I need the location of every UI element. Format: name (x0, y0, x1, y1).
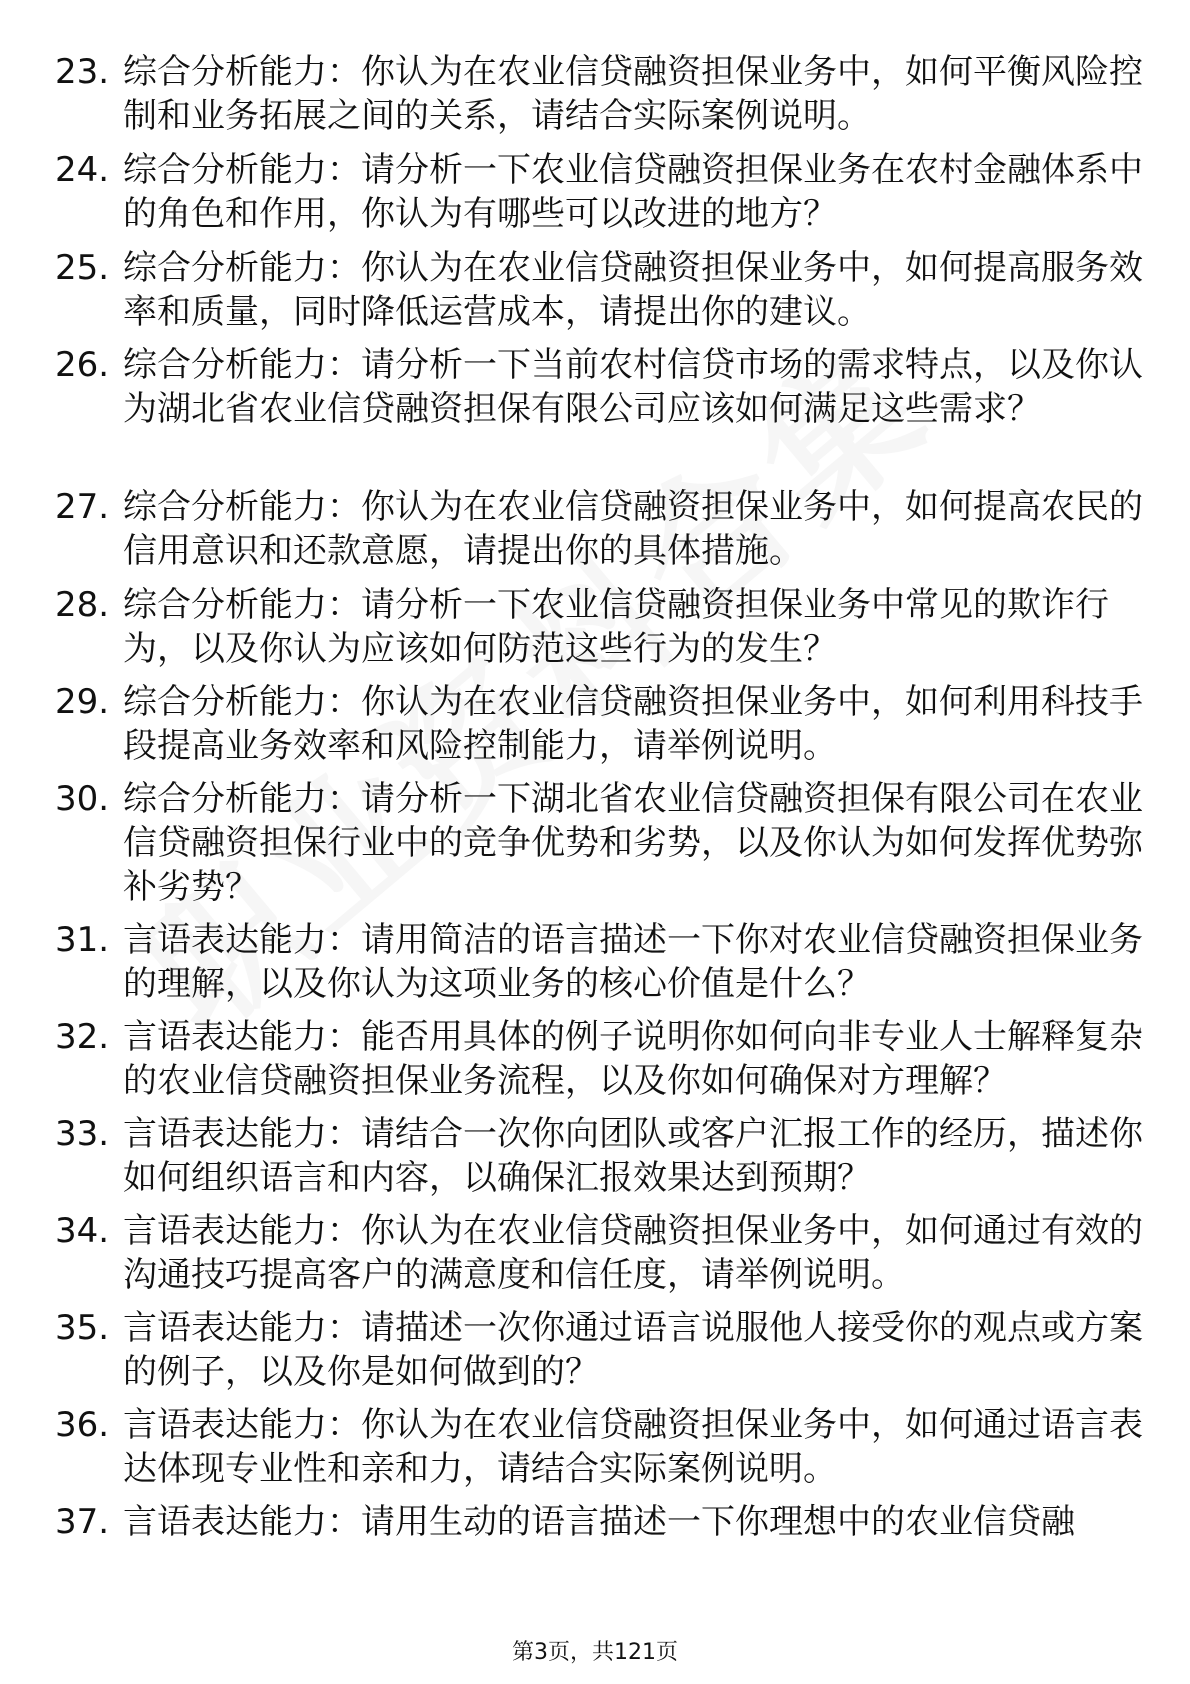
item-number: 33. (55, 1114, 110, 1154)
list-item (55, 1209, 1143, 1297)
item-text: 综合分析能力：你认为在农业信贷融资担保业务中，如何利用科技手段提高业务效率和风险控制能力，请举例说明。 (123, 682, 1143, 766)
list-item (55, 246, 1143, 334)
item-text: 言语表达能力：能否用具体的例子说明你如何向非专业人士解释复杂的农业信贷融资担保业务流程，以及你如何确保对方理解？ (123, 1017, 1143, 1101)
item-text: 言语表达能力：请结合一次你向团队或客户汇报工作的经历，描述你如何组织语言和内容，以确保汇报效果达到预期？ (123, 1114, 1143, 1198)
item-number: 29. (55, 682, 110, 722)
item-number: 26. (55, 345, 110, 385)
item-number: 34. (55, 1211, 110, 1251)
list-item (55, 50, 1143, 138)
item-text: 综合分析能力：你认为在农业信贷融资担保业务中，如何提高服务效率和质量，同时降低运营成本，请提出你的建议。 (123, 248, 1143, 332)
item-number: 35. (55, 1308, 110, 1348)
item-number: 28. (55, 585, 110, 625)
item-number: 36. (55, 1405, 110, 1445)
list-item (55, 343, 1143, 431)
item-number: 32. (55, 1017, 110, 1057)
item-text: 综合分析能力：你认为在农业信贷融资担保业务中，如何提高农民的信用意识和还款意愿，请提出你的具体措施。 (123, 487, 1143, 571)
item-text: 综合分析能力：你认为在农业信贷融资担保业务中，如何平衡风险控制和业务拓展之间的关系，请结合实际案例说明。 (123, 52, 1143, 136)
item-number: 25. (55, 248, 110, 288)
list-item (55, 1500, 1135, 1544)
item-number: 31. (55, 920, 110, 960)
list-item (55, 1306, 1143, 1394)
item-number: 37. (55, 1502, 110, 1542)
item-number: 27. (55, 487, 110, 527)
item-text: 言语表达能力：请描述一次你通过语言说服他人接受你的观点或方案的例子，以及你是如何做到的？ (123, 1308, 1143, 1392)
list-item (55, 1403, 1143, 1491)
item-text: 言语表达能力：你认为在农业信贷融资担保业务中，如何通过有效的沟通技巧提高客户的满意度和信任度，请举例说明。 (123, 1211, 1143, 1295)
page-footer: 第3页，共121页 (512, 1640, 678, 1665)
item-text: 综合分析能力：请分析一下湖北省农业信贷融资担保有限公司在农业信贷融资担保行业中的竞争优势和劣势，以及你认为如何发挥优势弥补劣势？ (123, 779, 1143, 907)
item-number: 24. (55, 150, 110, 190)
list-item (55, 148, 1143, 236)
item-text: 言语表达能力：你认为在农业信贷融资担保业务中，如何通过语言表达体现专业性和亲和力，请结合实际案例说明。 (123, 1405, 1143, 1489)
list-item (55, 777, 1143, 909)
list-item (55, 1015, 1143, 1103)
item-number: 23. (55, 52, 110, 92)
list-item (55, 680, 1143, 768)
list-item (55, 485, 1143, 573)
item-text: 综合分析能力：请分析一下农业信贷融资担保业务中常见的欺诈行为，以及你认为应该如何防范这些行为的发生？ (123, 585, 1109, 669)
item-text: 综合分析能力：请分析一下当前农村信贷市场的需求特点，以及你认为湖北省农业信贷融资担保有限公司应该如何满足这些需求？ (123, 345, 1143, 429)
item-text: 综合分析能力：请分析一下农业信贷融资担保业务在农村金融体系中的角色和作用，你认为有哪些可以改进的地方？ (123, 150, 1143, 234)
list-item (55, 1112, 1143, 1200)
item-number: 30. (55, 779, 110, 819)
item-text: 言语表达能力：请用简洁的语言描述一下你对农业信贷融资担保业务的理解，以及你认为这项业务的核心价值是什么？ (123, 920, 1143, 1004)
list-item (55, 918, 1143, 1006)
item-text: 言语表达能力：请用生动的语言描述一下你理想中的农业信贷融 (123, 1502, 1075, 1542)
list-item (55, 583, 1135, 671)
